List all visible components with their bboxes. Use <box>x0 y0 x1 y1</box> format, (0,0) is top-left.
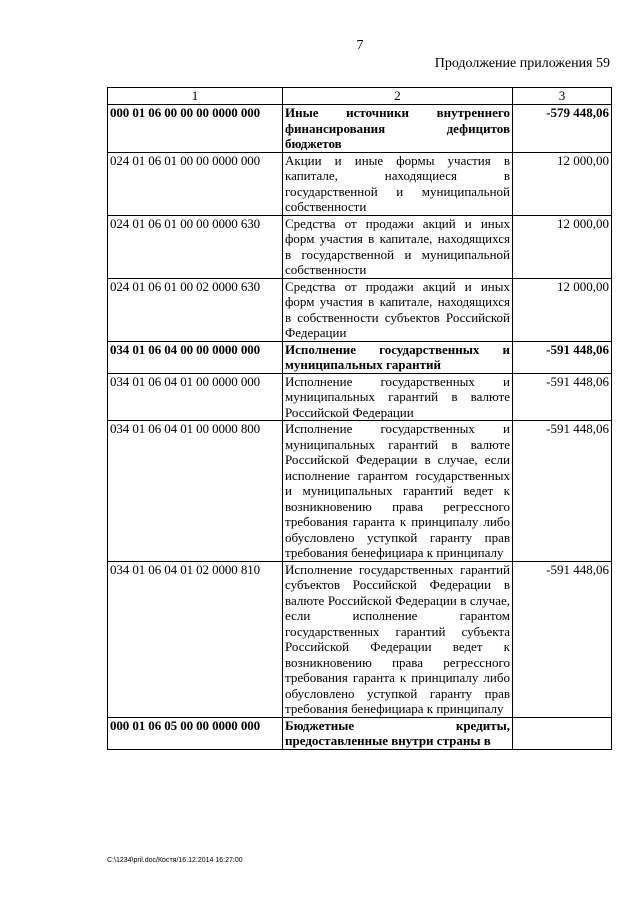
amount-cell: -579 448,06 <box>513 105 612 153</box>
table-row <box>108 341 612 373</box>
code-cell: 034 01 06 04 01 00 0000 800 <box>108 421 283 562</box>
table-row <box>108 105 612 153</box>
column-header: 2 <box>283 88 513 105</box>
code-cell: 024 01 06 01 00 02 0000 630 <box>108 278 283 341</box>
code-cell: 034 01 06 04 00 00 0000 000 <box>108 341 283 373</box>
page-number: 7 <box>356 38 364 53</box>
code-cell: 000 01 06 05 00 00 0000 000 <box>108 717 283 749</box>
code-cell: 000 01 06 00 00 00 0000 000 <box>108 105 283 153</box>
column-header: 3 <box>513 88 612 105</box>
name-cell: Исполнение государственных и муниципальных гарантий в валюте Российской Федерации в случае, если исполнение гарантом государственных и муниципальных гарантий ведет к возникновению права регрессного требования гаранта к принципалу либо обусловлено уступкой гаранту прав требования бенефициара к принципалу <box>283 421 513 562</box>
amount-cell: -591 448,06 <box>513 421 612 562</box>
code-cell: 034 01 06 04 01 02 0000 810 <box>108 561 283 717</box>
code-cell: 024 01 06 01 00 00 0000 000 <box>108 152 283 215</box>
table-row <box>108 152 612 215</box>
table-header-row <box>108 88 612 105</box>
column-header: 1 <box>108 88 283 105</box>
continuation-label: Продолжение приложения 59 <box>434 56 610 71</box>
name-cell: Исполнение государственных и муниципальных гарантий <box>283 341 513 373</box>
name-cell: Акции и иные формы участия в капитале, находящиеся в государственной и муниципальной собственности <box>283 152 513 215</box>
name-cell: Исполнение государственных гарантий субъектов Российской Федерации в валюте Российской Федерации в случае, если исполнение гарантом государственных гарантий субъекта Российской Федерации ведет к возникновению права регрессного требования гаранта к принципалу либо обусловлено уступкой гаранту прав требования бенефициара к принципалу <box>283 561 513 717</box>
amount-cell: 12 000,00 <box>513 278 612 341</box>
name-cell: Средства от продажи акций и иных форм участия в капитале, находящихся в собственности субъектов Российской Федерации <box>283 278 513 341</box>
table-row <box>108 278 612 341</box>
table-row <box>108 421 612 562</box>
name-cell: Исполнение государственных и муниципальных гарантий в валюте Российской Федерации <box>283 373 513 421</box>
file-path-footer: C:\1234\pril.doc/Костя/16.12.2014 16:27:00 <box>107 857 243 864</box>
amount-cell <box>513 717 612 749</box>
name-cell: Иные источники внутреннего финансирования дефицитов бюджетов <box>283 105 513 153</box>
table-row <box>108 373 612 421</box>
table-row <box>108 717 612 749</box>
name-cell: Средства от продажи акций и иных форм участия в капитале, находящихся в государственной и муниципальной собственности <box>283 215 513 278</box>
table-row <box>108 561 612 717</box>
amount-cell: 12 000,00 <box>513 215 612 278</box>
amount-cell: 12 000,00 <box>513 152 612 215</box>
table-row <box>108 215 612 278</box>
name-cell: Бюджетные кредиты, предоставленные внутри страны в <box>283 717 513 749</box>
code-cell: 034 01 06 04 01 00 0000 000 <box>108 373 283 421</box>
amount-cell: -591 448,06 <box>513 561 612 717</box>
amount-cell: -591 448,06 <box>513 341 612 373</box>
sources-table <box>107 87 612 750</box>
amount-cell: -591 448,06 <box>513 373 612 421</box>
code-cell: 024 01 06 01 00 00 0000 630 <box>108 215 283 278</box>
